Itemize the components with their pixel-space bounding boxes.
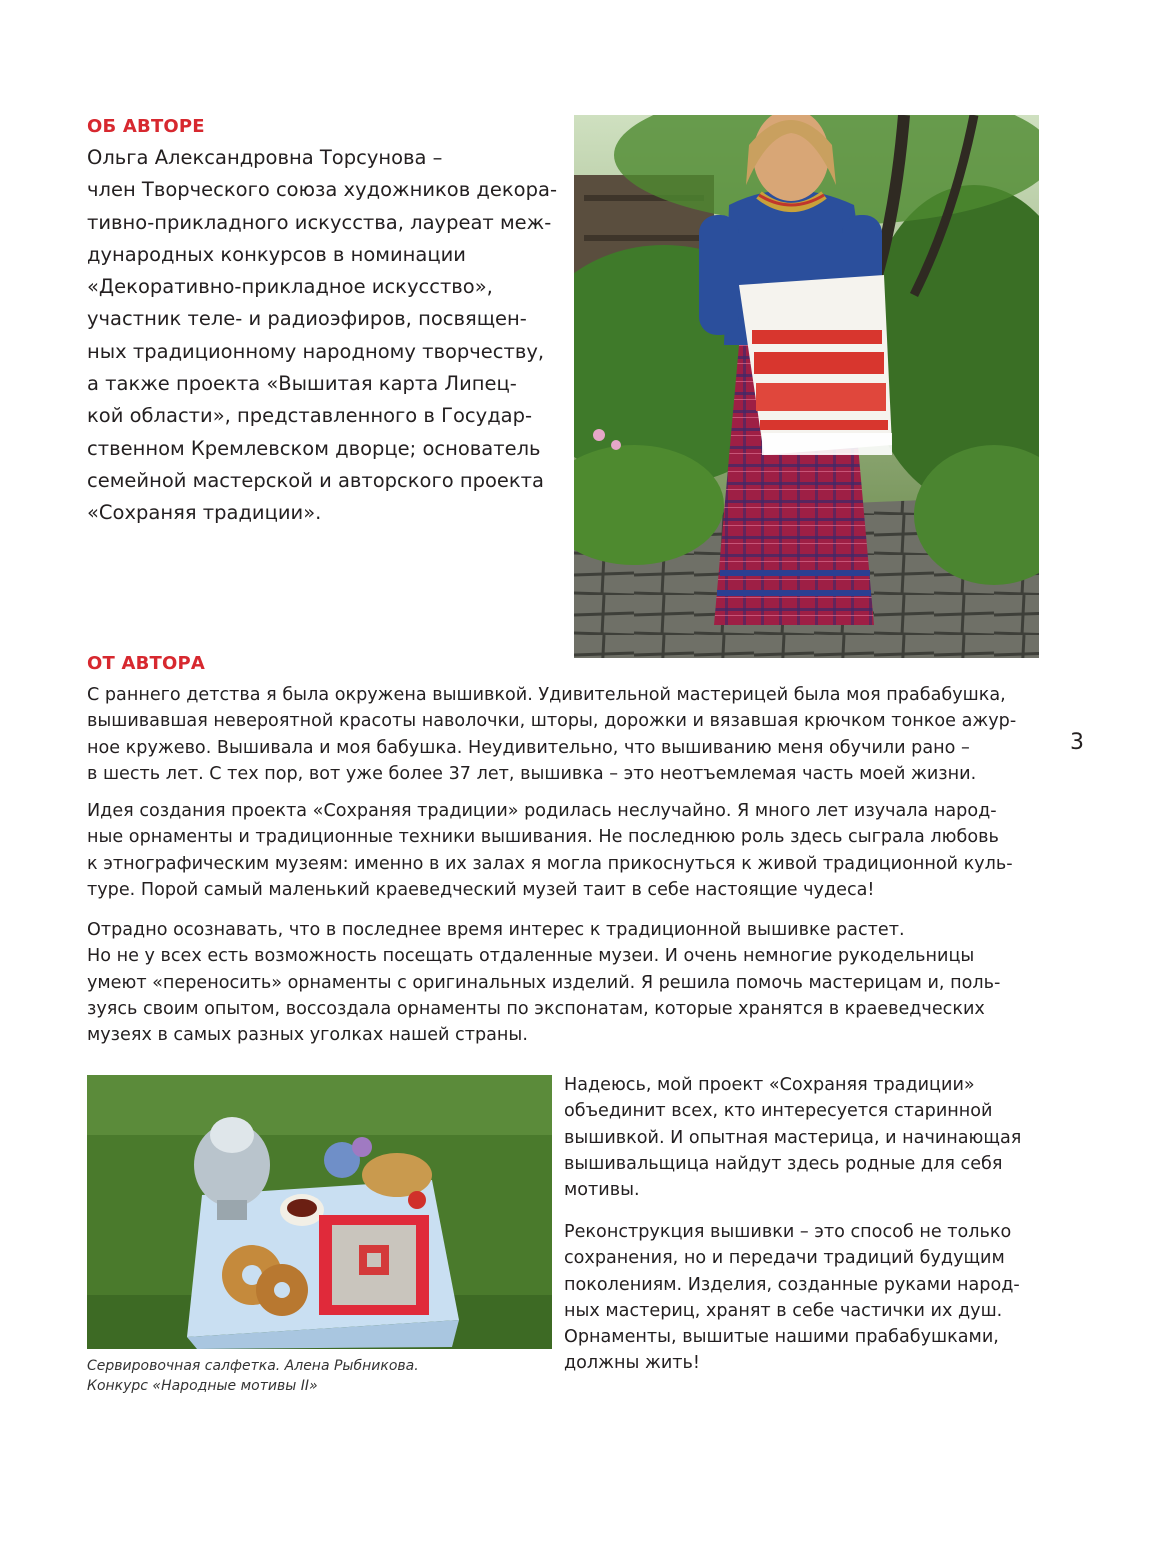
paragraph-line: Идея создания проекта «Сохраняя традиции» родилась неслучайно. Я много лет изучала народ- bbox=[87, 801, 997, 821]
about-line: член Творческого союза художников декора- bbox=[87, 178, 557, 202]
paragraph-line: музеях в самых разных уголках нашей страны. bbox=[87, 1025, 528, 1046]
about-line: «Сохраняя традиции». bbox=[87, 501, 322, 525]
caption-line: Сервировочная салфетка. Алена Рыбникова. bbox=[87, 1358, 419, 1374]
paragraph-line: в шесть лет. С тех пор, вот уже более 37 лет, вышивка – это неотъемлемая часть моей жизни. bbox=[87, 763, 977, 784]
paragraph-line: должны жить! bbox=[564, 1353, 700, 1374]
about-line: «Декоративно-прикладное искусство», bbox=[87, 275, 493, 299]
paragraph-line: ное кружево. Вышивала и моя бабушка. Неудивительно, что вышиванию меня обучили рано – bbox=[87, 737, 970, 758]
paragraph-2 bbox=[87, 798, 1013, 903]
paragraph-line: С раннего детства я была окружена вышивкой. Удивительной мастерицей была моя прабабушка, bbox=[87, 685, 1006, 705]
caption-line: Конкурс «Народные мотивы II» bbox=[87, 1378, 318, 1394]
about-heading: ОБ АВТОРЕ bbox=[87, 116, 205, 137]
paragraph-line: вышивальщица найдут здесь родные для себя bbox=[564, 1153, 1003, 1174]
photo-caption bbox=[87, 1356, 419, 1396]
page-number: 3 bbox=[1070, 730, 1084, 755]
paragraph-line: к этнографическим музеям: именно в их залах я могла прикоснуться к живой традиционной куль- bbox=[87, 853, 1013, 874]
paragraph-1 bbox=[87, 682, 1016, 787]
paragraph-line: Но не у всех есть возможность посещать отдаленные музеи. И очень немногие рукодельницы bbox=[87, 946, 975, 967]
paragraph-line: ных мастериц, хранят в себе частички их душ. bbox=[564, 1300, 1003, 1321]
paragraph-4 bbox=[564, 1072, 1021, 1203]
author-photo bbox=[574, 115, 1039, 658]
about-line: дународных конкурсов в номинации bbox=[87, 242, 466, 266]
about-line: ных традиционному народному творчеству, bbox=[87, 339, 545, 363]
paragraph-line: объединит всех, кто интересуется старинной bbox=[564, 1101, 993, 1122]
about-line: Ольга Александровна Торсунова – bbox=[87, 146, 443, 169]
about-line: ственном Кремлевском дворце; основатель bbox=[87, 436, 541, 460]
paragraph-line: поколениям. Изделия, созданные руками народ- bbox=[564, 1274, 1020, 1295]
paragraph-line: зуясь своим опытом, воссоздала орнаменты по экспонатам, которые хранятся в краеведческих bbox=[87, 998, 985, 1019]
from-author-heading: ОТ АВТОРА bbox=[87, 653, 206, 674]
paragraph-line: умеют «переносить» орнаменты с оригинальных изделий. Я решила помочь мастерицам и, поль- bbox=[87, 972, 1001, 993]
paragraph-line: вышивкой. И опытная мастерица, и начинающая bbox=[564, 1127, 1022, 1148]
about-line: участник теле- и радиоэфиров, посвящен- bbox=[87, 307, 527, 331]
about-line: а также проекта «Вышитая карта Липец- bbox=[87, 372, 517, 396]
about-line: кой области», представленного в Государ- bbox=[87, 404, 533, 428]
paragraph-line: Отрадно осознавать, что в последнее время интерес к традиционной вышивке растет. bbox=[87, 920, 905, 940]
paragraph-line: Орнаменты, вышитые нашими прабабушками, bbox=[564, 1327, 999, 1348]
paragraph-line: Надеюсь, мой проект «Сохраняя традиции» bbox=[564, 1075, 975, 1095]
paragraph-line: Реконструкция вышивки – это способ не только bbox=[564, 1222, 1012, 1242]
paragraph-5 bbox=[564, 1219, 1020, 1377]
about-line: тивно-прикладного искусства, лауреат меж- bbox=[87, 210, 552, 234]
napkin-photo bbox=[87, 1075, 552, 1349]
about-text bbox=[87, 142, 557, 530]
paragraph-3 bbox=[87, 917, 1000, 1048]
paragraph-line: ные орнаменты и традиционные техники вышивания. Не последнюю роль здесь сыграла любовь bbox=[87, 827, 999, 848]
paragraph-line: туре. Порой самый маленький краеведческий музей таит в себе настоящие чудеса! bbox=[87, 879, 875, 900]
paragraph-line: сохранения, но и передачи традиций будущим bbox=[564, 1248, 1005, 1269]
paragraph-line: мотивы. bbox=[564, 1180, 640, 1201]
about-line: семейной мастерской и авторского проекта bbox=[87, 468, 544, 492]
paragraph-line: вышивавшая невероятной красоты наволочки, шторы, дорожки и вязавшая крючком тонкое ажур- bbox=[87, 711, 1017, 732]
